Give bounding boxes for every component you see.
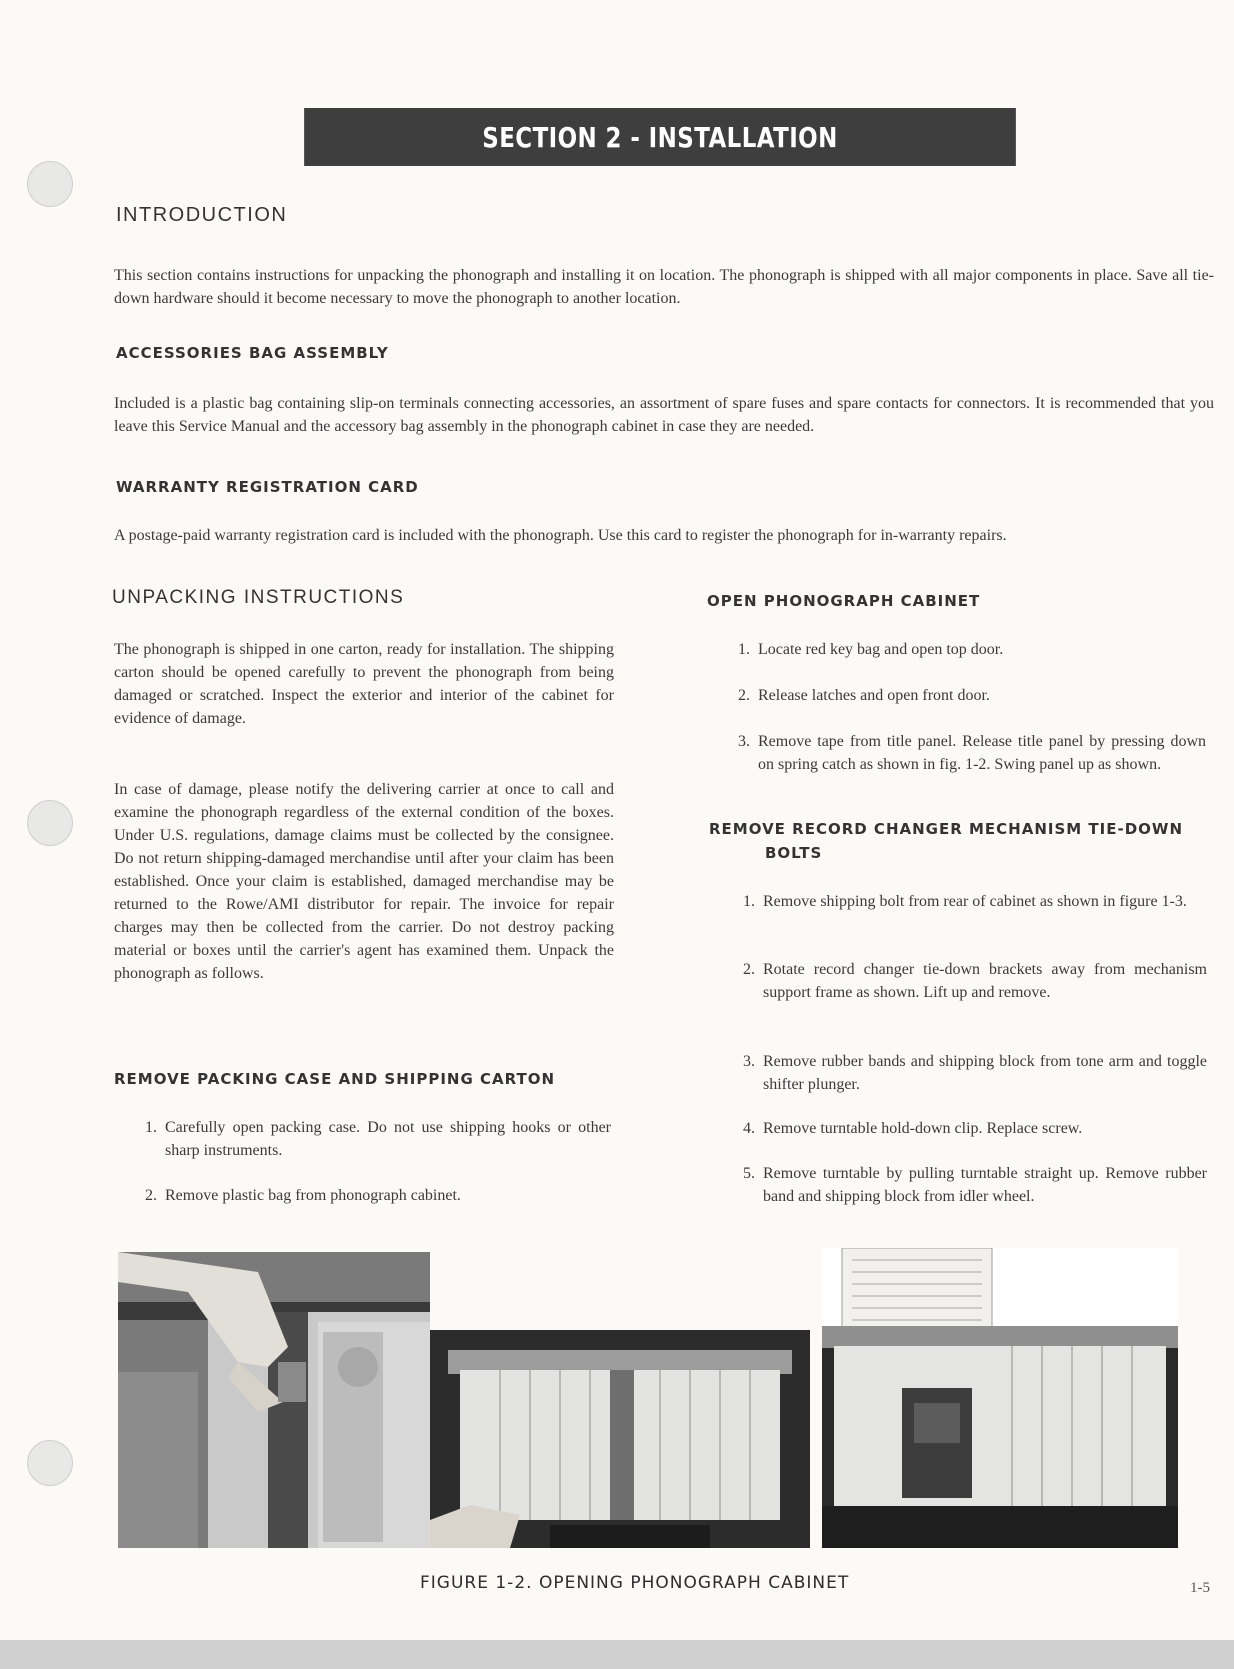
- list-item: [733, 890, 1207, 938]
- step-number: 2.: [145, 1187, 157, 1204]
- binder-hole: [27, 161, 73, 207]
- step-text: Remove tape from title panel. Release title panel by pressing down on spring catch as shown in fig. 1-2. Swing panel up as shown.: [758, 733, 1206, 773]
- page-number: 1-5: [1190, 1580, 1210, 1596]
- figure-photo-cabinet-open: [430, 1330, 810, 1548]
- warranty-heading: WARRANTY REGISTRATION CARD: [116, 478, 419, 496]
- list-item: [733, 1117, 1207, 1141]
- unpacking-heading: UNPACKING INSTRUCTIONS: [112, 587, 405, 608]
- figure-photo-title-panel: [118, 1252, 430, 1548]
- list-item: [728, 684, 1206, 708]
- introduction-heading: INTRODUCTION: [116, 204, 288, 226]
- unpacking-paragraph-2: In case of damage, please notify the delivering carrier at once to call and examine the phonograph regardless of the external condition of the boxes. Under U.S. regulations, damage claims must be collected by the consignee. Do not return shipping-damaged merchandise until after your claim has been established. Once your claim is established, damaged merchandise may be returned to the Rowe/AMI distributor for repair. The invoice for repair charges may then be collected from the carrier. Do not destroy packing material or boxes until the carrier's agent has examined them. Unpack the phonograph as follows.: [114, 781, 614, 982]
- step-number: 2.: [738, 687, 750, 704]
- introduction-text: This section contains instructions for unpacking the phonograph and installing it on location. The phonograph is shipped with all major components in place. Save all tie-down hardware should it become necessary to move the phonograph to another location.: [114, 267, 1214, 307]
- binder-hole: [27, 1440, 73, 1486]
- remove-bolts-heading: REMOVE RECORD CHANGER MECHANISM TIE-DOWN: [709, 820, 1184, 838]
- binder-hole: [27, 800, 73, 846]
- step-number: 1.: [743, 893, 755, 910]
- accessories-heading: ACCESSORIES BAG ASSEMBLY: [116, 344, 389, 362]
- list-item: [135, 1184, 611, 1208]
- step-text: Rotate record changer tie-down brackets away from mechanism support frame as shown. Lift up and remove.: [763, 961, 1207, 1001]
- step-number: 1.: [145, 1119, 157, 1136]
- step-number: 3.: [738, 733, 750, 750]
- step-text: Locate red key bag and open top door.: [758, 641, 1004, 658]
- step-number: 1.: [738, 641, 750, 658]
- open-cabinet-heading: OPEN PHONOGRAPH CABINET: [707, 592, 981, 610]
- section-title-banner: SECTION 2 - INSTALLATION: [304, 108, 1016, 166]
- step-text: Remove turntable by pulling turntable straight up. Remove rubber band and shipping block from idler wheel.: [763, 1165, 1207, 1205]
- figure-caption: FIGURE 1-2. OPENING PHONOGRAPH CABINET: [420, 1573, 850, 1593]
- list-item: [733, 1050, 1207, 1098]
- step-number: 2.: [743, 961, 755, 978]
- step-number: 5.: [743, 1165, 755, 1182]
- list-item: [728, 638, 1206, 662]
- unpacking-paragraph-1: The phonograph is shipped in one carton, ready for installation. The shipping carton should be opened carefully to prevent the phonograph from being damaged or scratched. Inspect the exterior and interior of the cabinet for evidence of damage.: [114, 641, 614, 727]
- figure-photo-title-panel-raised: [822, 1248, 1178, 1548]
- step-text: Remove turntable hold-down clip. Replace screw.: [763, 1120, 1083, 1137]
- accessories-text: Included is a plastic bag containing slip-on terminals connecting accessories, an assortment of spare fuses and spare contacts for connectors. It is recommended that you leave this Service Manual and the accessory bag assembly in the phonograph cabinet in case they are needed.: [114, 395, 1214, 435]
- step-number: 4.: [743, 1120, 755, 1137]
- list-item: [733, 1162, 1207, 1234]
- step-text: Release latches and open front door.: [758, 687, 990, 704]
- step-number: 3.: [743, 1053, 755, 1070]
- list-item: [728, 730, 1206, 802]
- list-item: [733, 958, 1207, 1030]
- remove-bolts-heading-cont: BOLTS: [765, 844, 823, 862]
- step-text: Remove shipping bolt from rear of cabinet as shown in figure 1-3.: [763, 893, 1187, 910]
- warranty-text: A postage-paid warranty registration card is included with the phonograph. Use this card to register the phonograph for in-warranty repairs.: [114, 527, 1007, 544]
- list-item: [135, 1116, 611, 1164]
- step-text: Carefully open packing case. Do not use shipping hooks or other sharp instruments.: [165, 1119, 611, 1159]
- remove-packing-heading: REMOVE PACKING CASE AND SHIPPING CARTON: [114, 1070, 556, 1088]
- step-text: Remove rubber bands and shipping block from tone arm and toggle shifter plunger.: [763, 1053, 1207, 1093]
- step-text: Remove plastic bag from phonograph cabinet.: [165, 1187, 461, 1204]
- scan-edge: [0, 1640, 1234, 1669]
